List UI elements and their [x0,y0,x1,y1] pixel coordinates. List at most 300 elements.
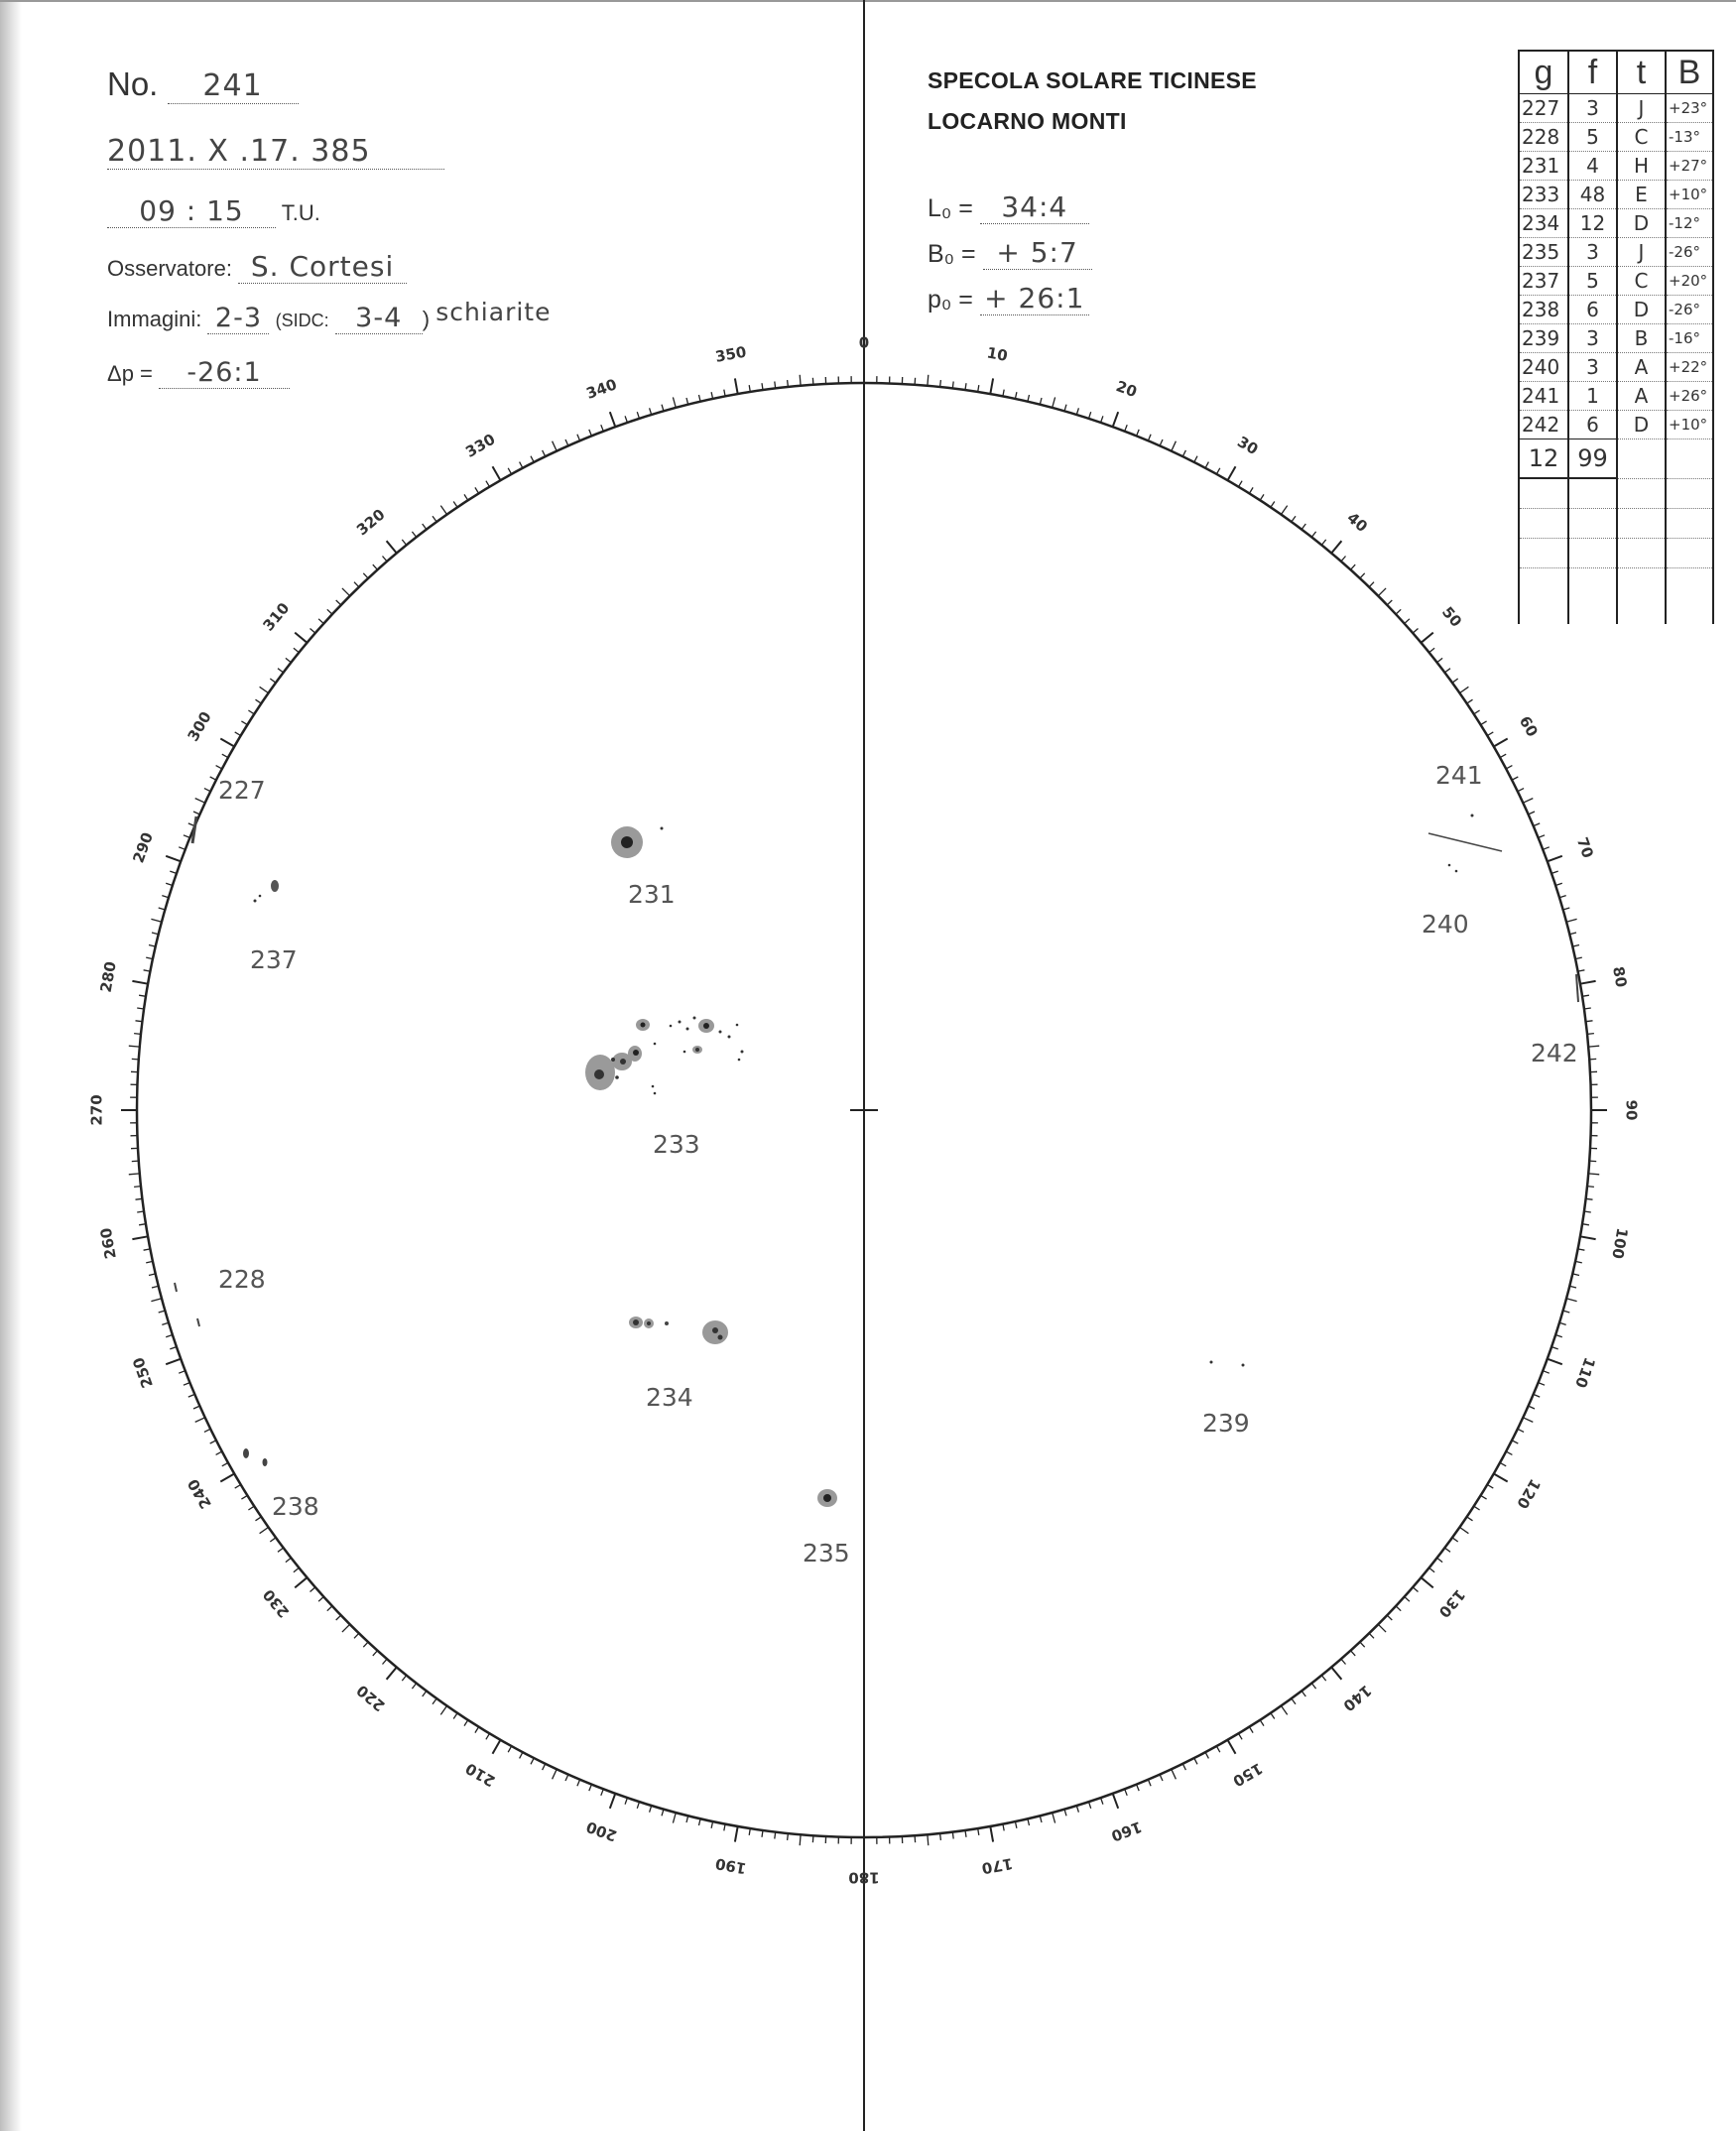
scale-tick [363,1642,368,1647]
scale-tick [1587,1034,1594,1035]
scale-tick [195,1418,205,1423]
scale-tick [1405,1597,1410,1602]
scale-tick [433,1698,436,1704]
scale-tick [1125,425,1128,432]
scale-tick [735,378,738,394]
pore [665,1321,669,1325]
scale-tick [166,1335,173,1337]
cell-g: 238 [1519,296,1568,324]
scale-tick [990,378,993,394]
scale-tick [1249,1727,1253,1733]
scale-tick [1506,1451,1512,1454]
sunspot-group-233 [585,1017,744,1095]
scale-tick [146,957,153,959]
scale-tick [1205,1752,1208,1758]
scale-tick [295,1577,307,1587]
scale-tick [453,502,457,508]
scale-tick [248,1506,254,1510]
scale-tick [650,408,652,415]
scale-tick [1543,1371,1550,1374]
header-B: B [1666,51,1713,94]
scale-tick [1360,1642,1365,1647]
scale-tick [248,710,254,714]
scale-tick [152,933,159,935]
L0-value: 34:4 [980,190,1089,224]
pore [259,895,262,898]
scale-tick [1172,441,1177,451]
scale-tick [1543,847,1550,850]
scale-tick [423,524,427,530]
label-235: 235 [803,1539,850,1567]
observatory-location: LOCARNO MONTI [928,108,1127,134]
sunspot-group-239 [1210,1361,1245,1367]
scale-tick [800,375,801,386]
scale-tick [1587,1187,1594,1188]
pore [686,1028,689,1031]
cell-g: 233 [1519,181,1568,209]
scale-tick [1341,1659,1346,1664]
cell-B: +22° [1666,353,1713,382]
delta-p-label: Δp = [107,361,153,386]
label-241: 241 [1435,761,1483,790]
scale-tick [193,812,199,815]
scale-tick [543,1764,546,1770]
pore [719,1031,722,1034]
scale-tick [1500,754,1506,757]
scale-tick [162,896,169,898]
sunspot-group-238 [243,1448,268,1466]
scale-tick [1076,408,1078,415]
scale-tick [270,679,276,683]
cell-g: 240 [1519,353,1568,382]
scale-label: 270 [87,1094,106,1126]
cell-g: 242 [1519,411,1568,439]
scale-tick [354,1633,359,1638]
scale-tick [735,1826,738,1842]
scale-tick [1311,1684,1315,1690]
scale-label: 200 [583,1818,620,1845]
label-239: 239 [1202,1409,1250,1438]
scale-tick [1194,1758,1197,1764]
scale-tick [286,658,292,662]
scale-tick [222,1462,228,1465]
scale-tick [788,380,789,387]
scale-tick [508,468,511,474]
scale-tick [1481,721,1487,725]
scale-tick [220,1474,234,1482]
umbra [641,1023,646,1028]
scale-tick [204,789,210,792]
scale-tick [475,1727,479,1733]
cell-f: 4 [1568,152,1617,181]
cell-t: A [1617,353,1666,382]
umbra [823,1494,831,1502]
time-unit-label: T.U. [281,200,320,225]
scale-tick [1281,506,1287,515]
scale-tick [1512,777,1518,780]
scale-tick [1437,658,1443,662]
scale-tick [1413,629,1418,634]
scale-tick [1429,1567,1435,1571]
scale-tick [1518,1429,1524,1432]
cell-g: 227 [1519,94,1568,123]
cell-B: +26° [1666,382,1713,411]
scale-tick [1487,732,1493,736]
scale-tick [387,1668,397,1680]
scale-tick [686,1816,688,1822]
scale-tick [1523,799,1533,804]
scale-label: 110 [1571,1354,1599,1391]
scale-tick [1396,1606,1401,1611]
scale-tick [1437,1558,1443,1562]
scale-tick [166,856,181,862]
pore [254,900,257,903]
scale-tick [373,1651,378,1656]
scale-tick [1321,1676,1325,1682]
scale-tick [1586,1198,1593,1199]
scale-label: 60 [1515,712,1542,740]
scale-tick [1572,1274,1579,1276]
scale-tick [1239,1733,1243,1739]
cell-t: C [1617,267,1666,296]
scale-tick [940,1833,941,1840]
scale-tick [1422,1577,1433,1587]
scale-tick [915,378,916,385]
cell-B: -26° [1666,296,1713,324]
scale-tick [373,564,378,569]
scale-tick [132,1236,148,1239]
scale-tick [493,1740,501,1754]
scale-tick [952,382,953,389]
label-242: 242 [1531,1039,1578,1067]
limb-spot [197,1318,199,1326]
scale-label: 230 [259,1585,294,1621]
scale-tick [1539,1383,1546,1386]
scale-tick [788,1833,789,1840]
scale-tick [1216,468,1219,474]
scale-tick [354,582,359,587]
scale-tick [222,754,228,757]
scale-tick [1500,1462,1506,1465]
sidc-label: (SIDC: [275,311,329,330]
scale-tick [637,412,639,419]
cell-g: 235 [1519,238,1568,267]
scale-tick [1396,609,1401,614]
scale-tick [193,1406,199,1409]
scale-tick [204,1429,210,1432]
scale-tick [1101,416,1103,423]
pore [738,1059,741,1062]
label-237: 237 [250,945,298,974]
scale-tick [1260,1720,1264,1726]
limb-spot [175,1283,177,1292]
cell-g: 241 [1519,382,1568,411]
scale-tick [1239,481,1243,487]
scale-tick [184,1383,190,1386]
scale-label: 140 [1339,1681,1375,1715]
sunspot-group-231 [611,826,664,858]
scale-tick [1101,1798,1103,1805]
group-labels [218,761,1578,1567]
scale-tick [1053,397,1055,408]
scale-tick [1028,395,1030,402]
scale-tick [1216,1746,1219,1752]
scale-tick [1160,439,1163,445]
scale-tick [1518,789,1524,792]
scale-tick [188,1394,195,1397]
scale-tick [184,835,190,838]
cell-B: -12° [1666,209,1713,238]
scale-tick [1076,1806,1078,1813]
scale-tick [610,412,616,427]
cell-t: C [1617,123,1666,152]
pore [652,1085,655,1088]
scale-tick [1205,462,1208,468]
P0-value: + 26:1 [980,282,1089,315]
delta-p-value: -26:1 [159,357,290,389]
scale-tick [210,1441,216,1443]
sunspot-group-227 [192,816,196,843]
scale-tick [650,1806,652,1813]
scale-tick [1572,945,1579,947]
scale-tick [1028,1818,1030,1825]
cell-f: 48 [1568,181,1617,209]
scale-tick [1125,1789,1128,1796]
label-228: 228 [218,1265,266,1294]
scale-label: 300 [184,708,215,745]
scale-tick [1053,1813,1055,1823]
scale-tick [1089,412,1091,419]
scale-tick [775,1832,776,1839]
scale-tick [453,1713,457,1719]
scale-tick [151,919,162,922]
scale-tick [170,871,177,873]
observation-time-value: 09 : 15 [107,194,276,228]
scale-tick [166,883,173,885]
scale-tick [241,1495,247,1499]
scale-tick [531,1758,534,1764]
pore [728,1036,731,1039]
scale-tick [1113,412,1119,427]
scale-tick [928,375,929,386]
scale-tick [1228,466,1236,480]
scale-tick [336,1615,341,1620]
scale-tick [327,1606,332,1611]
cell-g: 239 [1519,324,1568,353]
scale-tick [152,1286,159,1288]
scale-tick [1281,1705,1287,1714]
umbra [621,836,633,848]
pore [1242,1364,1245,1367]
scale-label: 160 [1108,1818,1145,1845]
P0-label: p₀ = [928,286,973,313]
scale-tick [151,1299,162,1302]
scale-label: 280 [96,959,120,994]
observer-value: S. Cortesi [238,250,407,284]
scale-tick [699,1818,701,1825]
umbra [633,1050,639,1056]
scale-tick [800,1834,801,1845]
cell-f: 6 [1568,411,1617,439]
scale-label: 20 [1113,377,1140,402]
label-231: 231 [628,880,676,909]
header-g: g [1519,51,1568,94]
scale-tick [1548,1359,1562,1365]
scale-tick [1387,1615,1392,1620]
umbra [712,1327,718,1333]
scale-tick [1341,557,1346,562]
scale-label: 100 [1608,1226,1632,1261]
scale-tick [1429,648,1435,652]
scale-tick [1569,933,1576,935]
scale-tick [673,1813,676,1823]
scale-label: 310 [259,599,294,635]
scale-tick [412,532,416,538]
scale-tick [577,435,580,441]
scale-tick [565,1775,568,1781]
scale-tick [1405,619,1410,624]
scale-tick [241,721,247,725]
scale-label: 240 [184,1475,215,1512]
scale-tick [278,669,284,673]
cell-B: +20° [1666,267,1713,296]
scale-tick [565,439,568,445]
scale-tick [1321,540,1325,546]
scale-tick [440,506,446,515]
scale-tick [812,1835,813,1842]
scale-tick [387,541,397,553]
scale-tick [132,1161,139,1162]
sunspot-group-240 [1448,864,1458,873]
scale-tick [475,487,479,493]
pore [654,1043,657,1046]
scale-tick [940,380,941,387]
cell-t: E [1617,181,1666,209]
B0-value: + 5:7 [983,236,1092,270]
scale-tick [1292,516,1296,522]
scale-tick [1580,981,1596,984]
umbra [695,1048,699,1052]
scale-tick [286,1558,292,1562]
umbra [703,1023,709,1029]
scale-tick [1369,1633,1374,1638]
scale-tick [1481,1495,1487,1499]
scale-tick [136,1021,143,1022]
scale-tick [601,1789,604,1796]
umbra [647,1321,651,1325]
sunspot-group-241 [1428,815,1502,852]
scale-tick [1444,669,1450,673]
scale-tick [1551,1347,1558,1349]
scale-tick [1351,1651,1356,1656]
scale-tick [1529,1406,1535,1409]
scale-tick [1413,1587,1418,1592]
scale-tick [294,648,300,652]
total-groups: 12 [1519,439,1568,479]
scale-tick [711,392,713,399]
B0-label: B₀ = [928,240,976,268]
scale-label: 330 [462,430,499,461]
label-233: 233 [653,1130,700,1159]
scale-tick [1302,524,1305,530]
scale-tick [1015,1821,1017,1828]
scale-tick [1452,679,1458,683]
sidc-value: 3-4 [335,303,423,334]
scale-tick [256,699,262,703]
label-240: 240 [1422,910,1469,939]
cell-f: 5 [1568,123,1617,152]
scale-tick [1534,823,1541,826]
scale-tick [952,1832,953,1839]
scale-tick [553,1769,558,1779]
scale-tick [179,847,186,850]
scale-label: 170 [980,1854,1015,1878]
scale-tick [1040,1816,1042,1822]
scale-tick [1548,856,1562,862]
scale-tick [336,600,341,605]
scale-tick [1249,487,1253,493]
scale-tick [1566,919,1577,922]
cell-f: 3 [1568,238,1617,267]
cell-f: 1 [1568,382,1617,411]
scale-label: 90 [1622,1099,1641,1121]
scale-tick [1137,1785,1140,1792]
scale-tick [1487,1485,1493,1489]
label-227: 227 [218,776,266,805]
sky-conditions: schiarite [435,298,552,326]
scale-tick [1569,1286,1576,1288]
scale-tick [1015,392,1017,399]
sunspot-group-228 [175,1283,199,1326]
pore [679,1021,682,1024]
scale-tick [493,466,501,480]
scale-label: 30 [1234,433,1262,459]
scale-tick [1467,1517,1473,1521]
scale-tick [625,416,627,423]
scale-tick [1228,1740,1236,1754]
scale-tick [1580,1236,1596,1239]
scale-label: 210 [462,1759,499,1791]
scale-tick [318,619,323,624]
scale-tick [486,481,490,487]
scale-tick [162,1322,169,1324]
cell-t: J [1617,94,1666,123]
scale-tick [295,633,307,643]
scale-tick [928,1834,929,1845]
cell-B: +10° [1666,181,1713,209]
scale-tick [149,1274,156,1276]
scale-label: 260 [96,1226,120,1261]
scale-tick [520,462,523,468]
scale-tick [310,629,315,634]
scale-tick [1474,1506,1480,1510]
scale-tick [589,430,592,437]
scale-tick [342,588,350,596]
scale-tick [1589,1161,1596,1162]
scale-tick [1040,398,1042,405]
scale-tick [1555,1335,1562,1337]
sidc-close: ) [422,307,431,331]
drawing-number-label: No. [107,65,159,102]
scale-tick [1137,430,1140,437]
scale-tick [1360,573,1365,578]
scale-label: 190 [713,1854,748,1878]
cell-f: 3 [1568,353,1617,382]
scale-tick [1292,1698,1296,1704]
cell-t: A [1617,382,1666,411]
scale-label: 220 [353,1681,389,1715]
scale-tick [1575,1261,1582,1263]
